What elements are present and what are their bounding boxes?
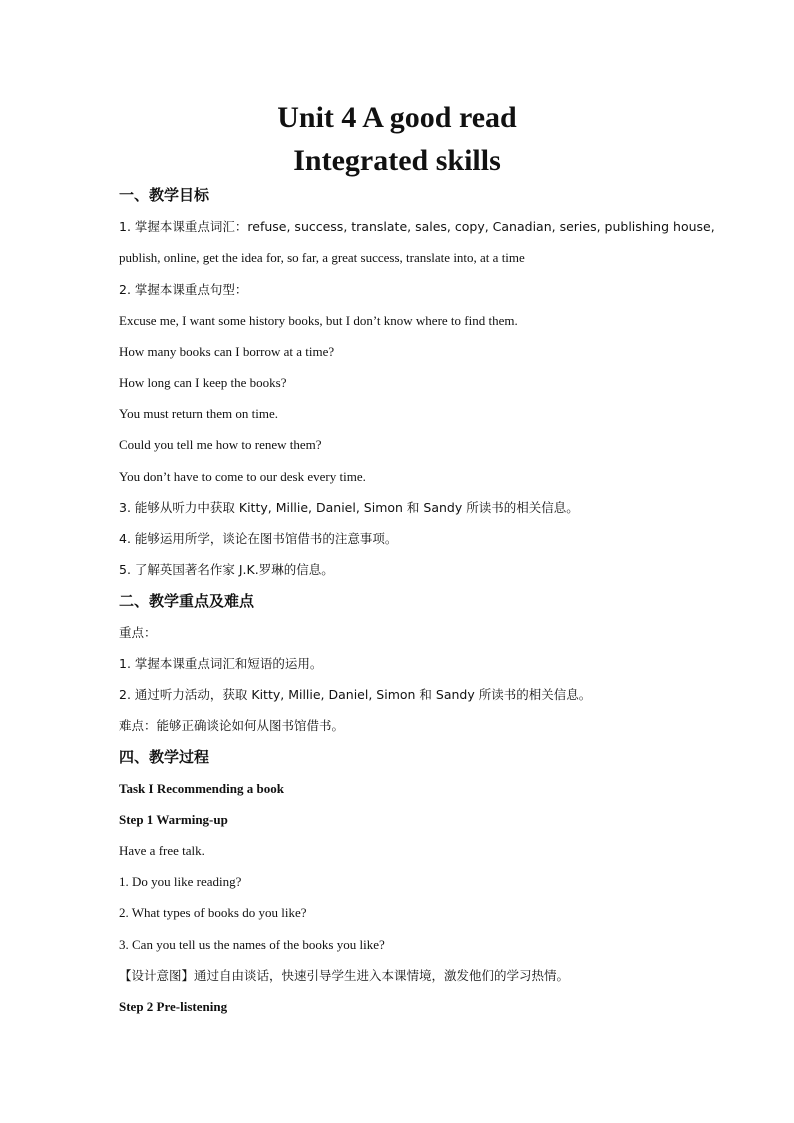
title-line-1: Unit 4 A good read [277, 101, 517, 134]
design-intent: 【设计意图】通过自由谈话，快速引导学生进入本课情境，激发他们的学习热情。 [119, 968, 570, 983]
step-1-heading: Step 1 Warming-up [119, 812, 228, 827]
goal-5: 5. 了解英国著名作家 J.K.罗琳的信息。 [119, 562, 334, 577]
question: 3. Can you tell us the names of the books you like? [119, 937, 385, 952]
goal-4: 4. 能够运用所学，谈论在图书馆借书的注意事项。 [119, 531, 398, 546]
step-2-heading: Step 2 Pre-listening [119, 999, 228, 1014]
goal-2: 2. 掌握本课重点句型： [119, 282, 248, 297]
title-line-2: Integrated skills [293, 144, 501, 177]
key-point-1: 1. 掌握本课重点词汇和短语的运用。 [119, 656, 323, 671]
key-label: 重点： [119, 625, 157, 640]
difficulty: 难点：能够正确谈论如何从图书馆借书。 [119, 718, 345, 733]
goal-1-line-a: 1. 掌握本课重点词汇：refuse, success, translate, sales, copy, Canadian, series, publishing house, [119, 219, 715, 234]
question: 1. Do you like reading? [119, 874, 242, 889]
key-point-2: 2. 通过听力活动，获取 Kitty, Millie, Daniel, Simon 和 Sandy 所读书的相关信息。 [119, 687, 592, 702]
key-sentence: You must return them on time. [119, 406, 279, 421]
task-1-heading: Task I Recommending a book [119, 781, 284, 796]
section-heading-goals: 一、教学目标 [119, 186, 210, 204]
section-heading-process: 四、教学过程 [119, 748, 210, 766]
key-sentence: You don’t have to come to our desk every time. [119, 469, 366, 484]
section-heading-keypoints: 二、教学重点及难点 [119, 592, 255, 610]
key-sentence: How many books can I borrow at a time? [119, 344, 335, 359]
free-talk: Have a free talk. [119, 843, 205, 858]
key-sentence: Excuse me, I want some history books, but I don’t know where to find them. [119, 313, 518, 328]
goal-1-line-b: publish, online, get the idea for, so far, a great success, translate into, at a time [119, 250, 525, 265]
key-sentence: Could you tell me how to renew them? [119, 437, 322, 452]
key-sentence: How long can I keep the books? [119, 375, 287, 390]
question: 2. What types of books do you like? [119, 905, 307, 920]
goal-3: 3. 能够从听力中获取 Kitty, Millie, Daniel, Simon 和 Sandy 所读书的相关信息。 [119, 500, 579, 515]
